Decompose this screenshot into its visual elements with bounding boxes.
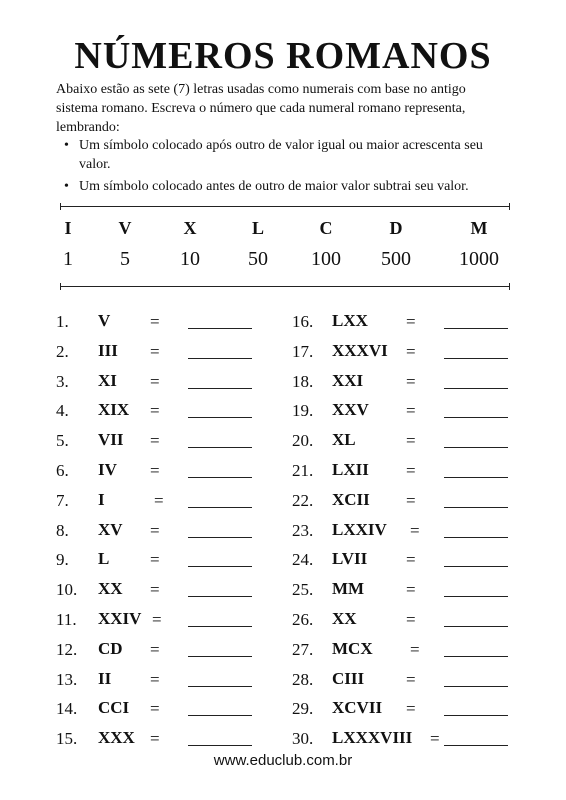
exercise-number: 3. [56,371,69,391]
exercise-row [292,729,512,753]
exercise-number: 22. [292,490,314,510]
roman-numeral: XX [98,579,123,599]
roman-numeral: VII [98,430,124,450]
equals-sign: = [150,341,160,361]
roman-numeral: XI [98,370,117,390]
exercise-number: 27. [292,639,314,659]
exercise-row [56,610,276,634]
exercise-row [292,431,512,455]
answer-blank[interactable] [444,358,508,359]
answer-blank[interactable] [188,566,252,567]
exercise-row [292,670,512,694]
symbol-value: 100 [311,248,341,270]
exercise-row [56,699,276,723]
answer-blank[interactable] [444,596,508,597]
answer-blank[interactable] [188,626,252,627]
exercise-number: 14. [56,699,78,719]
roman-symbol: M [470,218,488,238]
rule-text: Um símbolo colocado após outro de valor igual ou maior acrescenta seu valor. [79,138,483,172]
roman-numeral: I [98,489,105,509]
exercise-number: 10. [56,580,78,600]
exercise-number: 6. [56,461,69,480]
equals-sign: = [150,669,160,689]
exercise-row [292,580,512,604]
answer-blank[interactable] [188,656,252,657]
equals-sign: = [150,639,160,659]
roman-numeral: CCI [98,698,130,718]
exercise-number: 9. [56,550,69,570]
exercise-row [292,550,512,574]
roman-numeral: XV [98,519,123,539]
exercise-row [56,491,276,515]
instructions-text: Abaixo estão as sete (7) letras usadas como numerais com base no antigo sistema romano. Escreva o número que cada numeral romano representa, lembrando: [56,82,466,135]
answer-blank[interactable] [444,477,508,478]
exercise-row [56,521,276,545]
equals-sign: = [406,371,416,391]
answer-blank[interactable] [444,328,508,329]
bullet-icon: • [64,179,69,194]
exercise-row [56,640,276,664]
exercise-number: 18. [292,371,314,391]
roman-numeral: IV [98,460,117,479]
equals-sign: = [150,431,160,451]
exercise-number: 26. [292,610,314,629]
roman-numeral: III [98,340,118,360]
exercise-row [56,550,276,574]
exercise-number: 23. [292,520,314,540]
answer-blank[interactable] [188,328,252,329]
exercise-number: 2. [56,341,69,361]
roman-numeral: XCVII [332,698,383,718]
answer-blank[interactable] [188,507,252,508]
rules-list [64,136,509,199]
roman-numeral: LXII [332,460,369,479]
equals-sign: = [150,550,160,570]
top-divider [60,206,510,207]
roman-numeral: XXI [332,370,364,390]
equals-sign: = [150,520,160,540]
roman-numeral: XXV [332,400,369,420]
exercise-row [56,461,276,485]
roman-numeral: XL [332,430,356,450]
roman-numeral: XXXVI [332,340,388,360]
rule-item [64,177,509,196]
roman-numeral: CD [98,638,123,658]
equals-sign: = [406,550,416,570]
answer-blank[interactable] [444,715,508,716]
exercise-number: 19. [292,401,314,421]
equals-sign: = [406,401,416,421]
exercise-number: 16. [292,312,314,331]
symbol-value: 1000 [459,248,499,270]
equals-sign: = [150,312,160,331]
equals-sign: = [154,490,164,510]
roman-numeral: LXX [332,311,368,330]
roman-symbol: I [64,218,72,238]
symbol-value: 1 [63,248,73,270]
page-title: NÚMEROS ROMANOS [74,35,492,77]
exercise-row [56,342,276,366]
answer-blank[interactable] [188,596,252,597]
equals-sign: = [406,341,416,361]
exercise-row [292,610,512,634]
exercise-number: 4. [56,401,69,421]
answer-blank[interactable] [188,358,252,359]
symbol-value: 5 [120,248,130,270]
answer-blank[interactable] [188,686,252,687]
roman-symbol: X [183,218,197,238]
exercise-number: 24. [292,550,314,570]
exercise-number: 30. [292,729,314,749]
equals-sign: = [150,729,160,749]
exercise-number: 28. [292,669,314,689]
answer-blank[interactable] [444,507,508,508]
exercise-row [292,491,512,515]
roman-numeral: MCX [332,638,373,658]
roman-numeral: L [98,549,110,569]
bottom-divider [60,286,510,287]
answer-blank[interactable] [444,566,508,567]
answer-blank[interactable] [188,388,252,389]
roman-numeral: XX [332,609,357,628]
equals-sign: = [406,312,416,331]
exercise-row [56,312,276,336]
equals-sign: = [152,610,162,629]
roman-symbol: V [118,218,132,238]
equals-sign: = [406,610,416,629]
equals-sign: = [406,580,416,600]
exercise-row [56,372,276,396]
answer-blank[interactable] [444,388,508,389]
roman-numeral: II [98,668,112,688]
answer-blank[interactable] [444,537,508,538]
symbol-value: 50 [248,248,268,270]
exercise-number: 25. [292,580,314,600]
exercise-number: 7. [56,490,69,510]
answer-blank[interactable] [188,715,252,716]
answer-blank[interactable] [444,626,508,627]
answer-blank[interactable] [444,447,508,448]
footer-url: www.educlub.com.br [213,752,353,769]
roman-numeral: CIII [332,668,365,688]
exercise-row [56,729,276,753]
roman-numeral: XIX [98,400,130,420]
equals-sign: = [150,580,160,600]
exercise-row [292,461,512,485]
equals-sign: = [150,699,160,719]
roman-numeral: LXXIV [332,519,387,539]
equals-sign: = [150,371,160,391]
equals-sign: = [406,431,416,451]
exercise-number: 8. [56,520,69,540]
equals-sign: = [150,401,160,421]
exercise-number: 5. [56,431,69,451]
exercise-row [292,521,512,545]
roman-numeral: MM [332,579,365,599]
roman-symbol: C [319,218,333,238]
answer-blank[interactable] [188,477,252,478]
exercise-row [56,580,276,604]
roman-numeral: XXX [98,728,135,748]
roman-numeral: V [98,311,111,330]
equals-sign: = [406,461,416,480]
exercise-number: 21. [292,461,314,480]
answer-blank[interactable] [444,686,508,687]
exercise-row [292,401,512,425]
exercise-number: 15. [56,729,78,749]
answer-blank[interactable] [188,745,252,746]
equals-sign: = [430,729,440,749]
exercise-row [56,670,276,694]
equals-sign: = [150,461,160,480]
answer-blank[interactable] [188,537,252,538]
equals-sign: = [406,669,416,689]
equals-sign: = [406,699,416,719]
exercise-number: 17. [292,341,314,361]
exercise-row [292,372,512,396]
roman-symbol: D [389,218,403,238]
exercise-number: 1. [56,312,69,331]
exercise-row [292,640,512,664]
exercise-number: 20. [292,431,314,451]
answer-blank[interactable] [444,417,508,418]
equals-sign: = [406,490,416,510]
answer-blank[interactable] [188,417,252,418]
answer-blank[interactable] [444,745,508,746]
answer-blank[interactable] [188,447,252,448]
exercise-number: 29. [292,699,314,719]
exercise-number: 11. [56,610,77,629]
symbol-value: 500 [381,248,411,270]
roman-numeral: LVII [332,549,368,569]
symbol-value: 10 [180,248,200,270]
rule-item [64,136,509,174]
exercise-row [56,431,276,455]
equals-sign: = [410,639,420,659]
bullet-icon: • [64,138,69,153]
roman-numeral: XCII [332,489,370,509]
exercise-row [292,699,512,723]
exercise-row [292,342,512,366]
answer-blank[interactable] [444,656,508,657]
exercise-row [56,401,276,425]
equals-sign: = [410,520,420,540]
exercise-number: 12. [56,639,78,659]
rule-text: Um símbolo colocado antes de outro de maior valor subtrai seu valor. [79,179,469,194]
exercise-row [292,312,512,336]
exercise-number: 13. [56,669,78,689]
roman-numeral: LXXXVIII [332,728,413,748]
roman-numeral: XXIV [98,609,142,628]
roman-symbol: L [251,218,265,238]
